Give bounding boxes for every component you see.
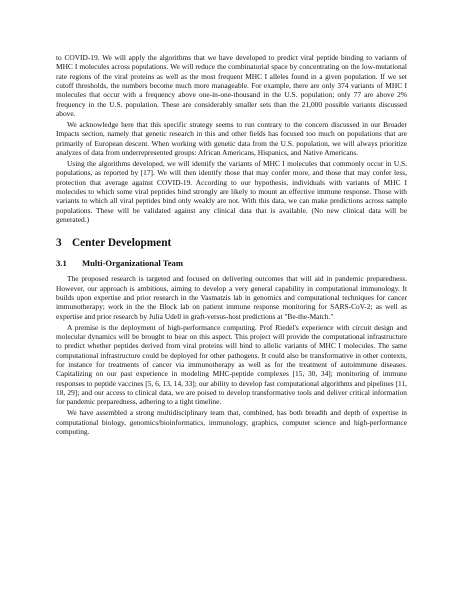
body-paragraph: to COVID-19. We will apply the algorithms that we have developed to predict viral peptide binding to variants of MHC I molecules across populations. We will reduce the combinatorial space by concentrating on the low-mutational rate regions of the viral proteins as well as the most frequent MHC I alleles found in a given population. If we set cutoff thresholds, the numbers become much more manageable. For example, there are only 374 variants of MHC I molecules that occur with a frequency above one-in-one-thousand in the U.S. population; only 77 are above 2% frequency in the U.S. population. These are considerably smaller sets than the 21,000 possible variants discussed above.: [56, 53, 407, 119]
body-paragraph: A premise is the deployment of high-performance computing. Prof Riedel's experience with circuit design and molecular dynamics will be brought to bear on this aspect. This project will provide the computational infrastructure to predict whether peptides derived from viral proteins will bind to allelic variants of MHC I molecules. The same computational infrastructure could be deployed for other pathogens. It could also be transformative in other contexts, for instance for treatments of cancer via immunotherapy as well as for the treatment of autoimmune diseases. Capitalizing on our past experience in modeling MHC-peptide complexes [15, 30, 34]; monitoring of immune responses to peptide vaccines [5, 6, 13, 14, 33]; our ability to develop fast computational algorithms and pipelines [11, 18, 29]; and our access to clinical data, we are poised to develop transformative tools and deliver critical information for pandemic preparedness, adhering to a tight timeline.: [56, 322, 407, 407]
body-paragraph: We have assembled a strong multidisciplinary team that, combined, has both breadth and depth of expertise in computational biology, genomics/bioinformatics, immunology, graphics, computer science and high-performance computing.: [56, 408, 407, 437]
section-heading: [56, 237, 407, 250]
subsection-title: Multi-Organizational Team: [82, 258, 183, 269]
subsection-heading: [56, 258, 407, 268]
subsection-number: 3.1: [56, 258, 67, 269]
body-paragraph: The proposed research is targeted and focused on delivering outcomes that will aid in pandemic preparedness. However, our approach is ambitious, aiming to develop a very general capability in computational immunology. It builds upon expertise and prior research in the Vasmatzis lab in genomics and computational techniques for cancer immunotherapy; work in the the Block lab on patient immune response monitoring for SARS-CoV-2; as well as expertise and prior research by Julia Udell in graft-versus-host predictions at "Be-the-Match.": [56, 274, 407, 321]
section-title: Center Development: [72, 237, 172, 250]
body-paragraph: Using the algorithms developed, we will identify the variants of MHC I molecules that commonly occur in U.S. populations, as reported by [17]. We will then identify those that may confer more, and those that may confer less, protection that average against COVID-19. According to our hypothesis, individuals with variants of MHC I molecules to which some viral peptides bind strongly are likely to mount an effective immune response. Those with variants to which all viral peptides bind only weakly are not. With this data, we can make predictions across sample populations. These will be validated against any clinical data that is available. (No new clinical data will be generated.): [56, 158, 407, 225]
section-number: 3: [56, 237, 62, 250]
body-paragraph: We acknowledge here that this specific strategy seems to run contrary to the concern discussed in our Broader Impacts section, namely that genetic research in this and other fields has focused too much on populations that are primarily of European descent. When working with genetic data from the U.S. population, we will always prioritize analyzes of data from underrepresented groups: African Americans, Hispanics, and Native Americans.: [56, 120, 407, 158]
